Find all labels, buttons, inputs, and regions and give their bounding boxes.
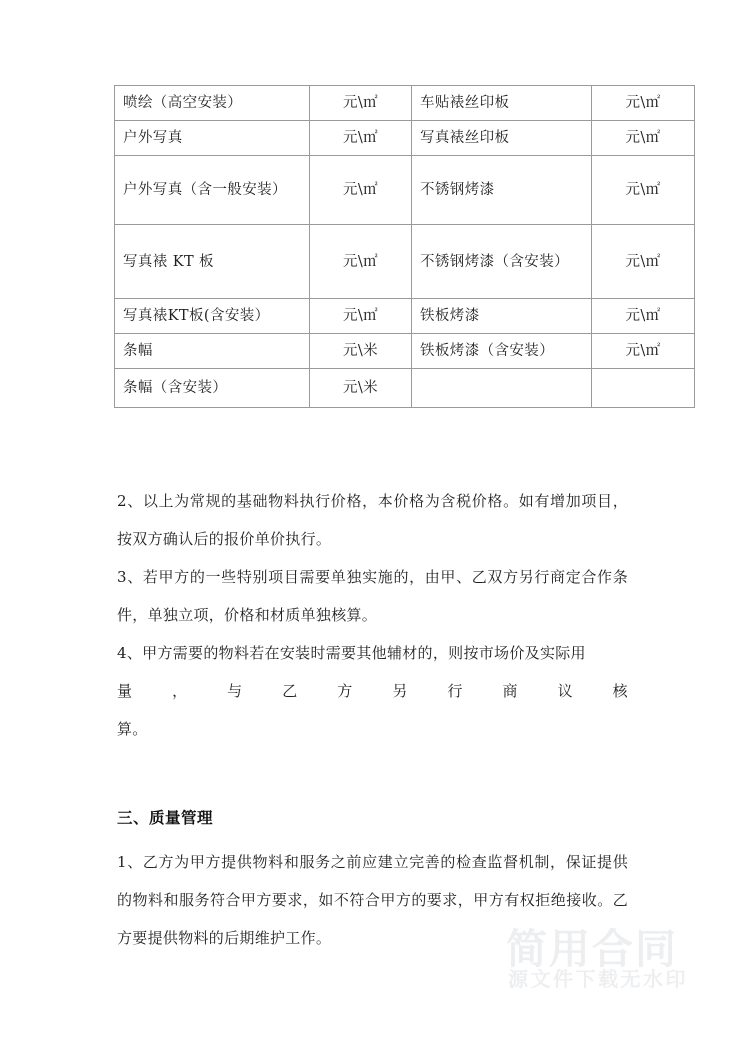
unit-right: 元\㎡	[592, 121, 695, 156]
clause-item-4-line-3: 算。	[117, 720, 148, 738]
clause-item-2: 2、以上为常规的基础物料执行价格，本价格为含税价格。如有增加项目，按双方确认后的报价单价执行。	[117, 492, 628, 548]
item-name-right: 铁板烤漆（含安装）	[412, 334, 592, 369]
item-name-left: 喷绘（高空安装）	[115, 86, 310, 121]
unit-left: 元\米	[310, 369, 412, 408]
unit-right: 元\㎡	[592, 334, 695, 369]
item-name-left: 条幅（含安装）	[115, 369, 310, 408]
unit-left: 元\米	[310, 334, 412, 369]
item-name-left: 写真裱 KT 板	[115, 225, 310, 299]
table-row	[115, 121, 695, 156]
clause-item-3: 3、若甲方的一些特别项目需要单独实施的，由甲、乙双方另行商定合作条件，单独立项，价格和材质单独核算。	[117, 568, 628, 624]
item-name-right	[412, 369, 592, 408]
clause-item-4-line-1: 4、甲方需要的物料若在安装时需要其他辅材的，则按市场价及实际用	[117, 644, 586, 662]
unit-left: 元\㎡	[310, 225, 412, 299]
table-row	[115, 156, 695, 225]
unit-left: 元\㎡	[310, 299, 412, 334]
unit-right: 元\㎡	[592, 156, 695, 225]
table-row	[115, 225, 695, 299]
unit-right: 元\㎡	[592, 299, 695, 334]
item-name-left: 写真裱KT板(含安装）	[115, 299, 310, 334]
item-name-left: 条幅	[115, 334, 310, 369]
section-item-1: 1、乙方为甲方提供物料和服务之前应建立完善的检查监督机制，保证提供的物料和服务符合甲方要求，如不符合甲方的要求，甲方有权拒绝接收。乙方要提供物料的后期维护工作。	[117, 853, 628, 947]
unit-right: 元\㎡	[592, 225, 695, 299]
section-heading-quality-management: 三、质量管理	[117, 809, 214, 827]
item-name-right: 不锈钢烤漆（含安装）	[412, 225, 592, 299]
unit-left: 元\㎡	[310, 121, 412, 156]
item-name-right: 写真裱丝印板	[412, 121, 592, 156]
price-table-body	[115, 86, 695, 408]
item-name-left: 户外写真（含一般安装）	[115, 156, 310, 225]
table-row	[115, 299, 695, 334]
item-name-right: 车贴裱丝印板	[412, 86, 592, 121]
watermark-subtitle: 源文件下载无水印	[508, 967, 688, 991]
item-name-right: 不锈钢烤漆	[412, 156, 592, 225]
unit-left: 元\㎡	[310, 86, 412, 121]
unit-right	[592, 369, 695, 408]
table-row	[115, 369, 695, 408]
table-row	[115, 334, 695, 369]
unit-right: 元\㎡	[592, 86, 695, 121]
price-table	[114, 85, 695, 408]
item-name-right: 铁板烤漆	[412, 299, 592, 334]
item-name-left: 户外写真	[115, 121, 310, 156]
clause-item-4-line-2: 量，与乙方另行商议核	[117, 682, 628, 700]
watermark-brand: 简用合同	[506, 925, 678, 973]
table-row	[115, 86, 695, 121]
unit-left: 元\㎡	[310, 156, 412, 225]
